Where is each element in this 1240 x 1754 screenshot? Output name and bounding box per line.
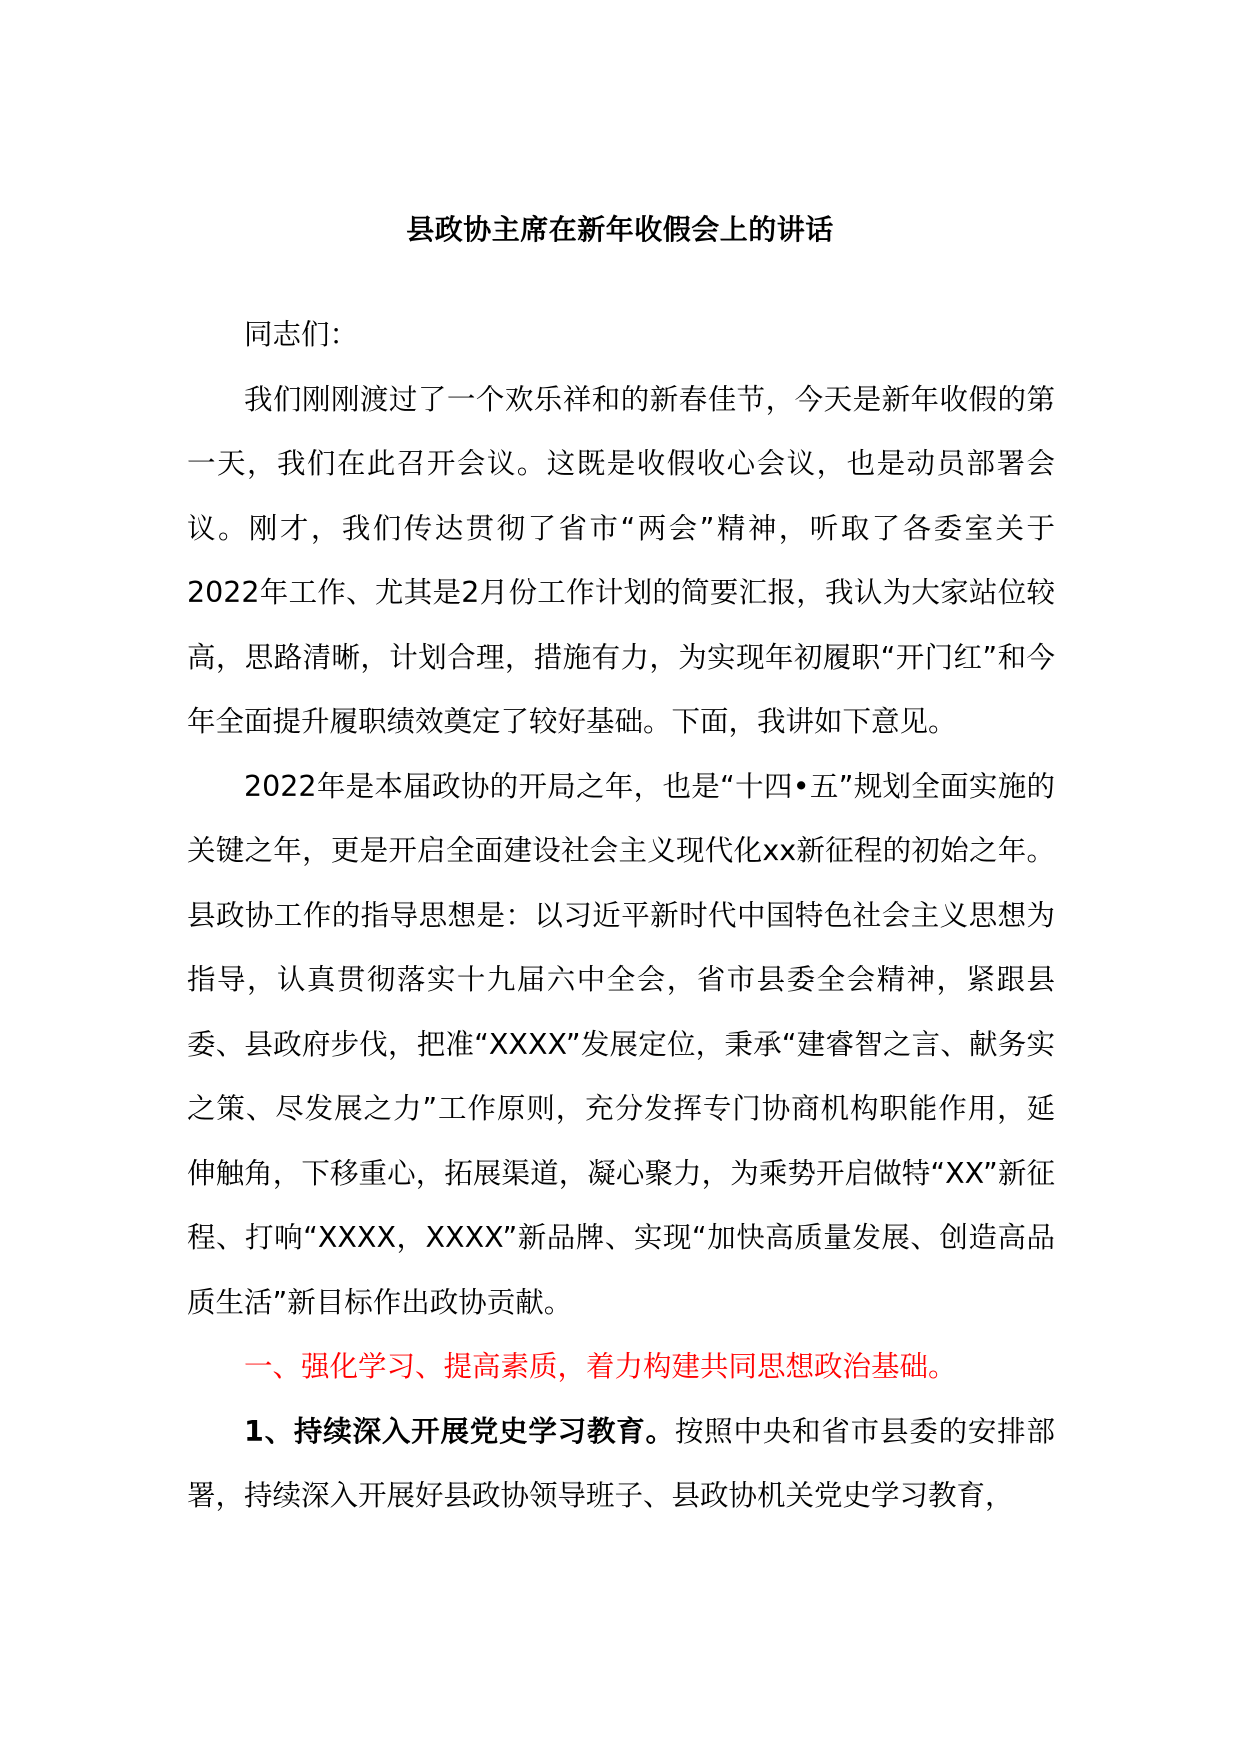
item-1-lead: 1、持续深入开展党史学习教育。 [244, 1414, 675, 1448]
item-1-paragraph [187, 1400, 1055, 1529]
document-title: 县政协主席在新年收假会上的讲话 [406, 213, 834, 246]
section-heading: 一、强化学习、提高素质，着力构建共同思想政治基础。 [244, 1350, 957, 1383]
salutation: 同志们： [244, 318, 359, 351]
item-1-text: 按照中央和省市县委的安排部署，持续深入开展好县政协领导班子、县政协机关党史学习教育， [187, 1414, 1055, 1512]
paragraph-guiding-thought: 2022年是本届政协的开局之年，也是“十四•五”规划全面实施的关键之年，更是开启全面建设社会主义现代化xx新征程的初始之年。县政协工作的指导思想是：以习近平新时代中国特色社会主义思想为指导，认真贯彻落实十九届六中全会，省市县委全会精神，紧跟县委、县政府步伐，把准“XXXX”发展定位，秉承“建睿智之言、献务实之策、尽发展之力”工作原则，充分发挥专门协商机构职能作用，延伸触角，下移重心，拓展渠道，凝心聚力，为乘势开启做特“XX”新征程、打响“XXXX，XXXX”新品牌、实现“加快高质量发展、创造高品质生活”新目标作出政协贡献。 [187, 769, 1055, 1319]
document-body [187, 303, 1055, 1529]
paragraph-intro: 我们刚刚渡过了一个欢乐祥和的新春佳节，今天是新年收假的第一天，我们在此召开会议。这既是收假收心会议，也是动员部署会议。刚才，我们传达贯彻了省市“两会”精神，听取了各委室关于2022年工作、尤其是2月份工作计划的简要汇报，我认为大家站位较高，思路清晰，计划合理，措施有力，为实现年初履职“开门红”和今年全面提升履职绩效奠定了较好基础。下面，我讲如下意见。 [187, 382, 1055, 738]
